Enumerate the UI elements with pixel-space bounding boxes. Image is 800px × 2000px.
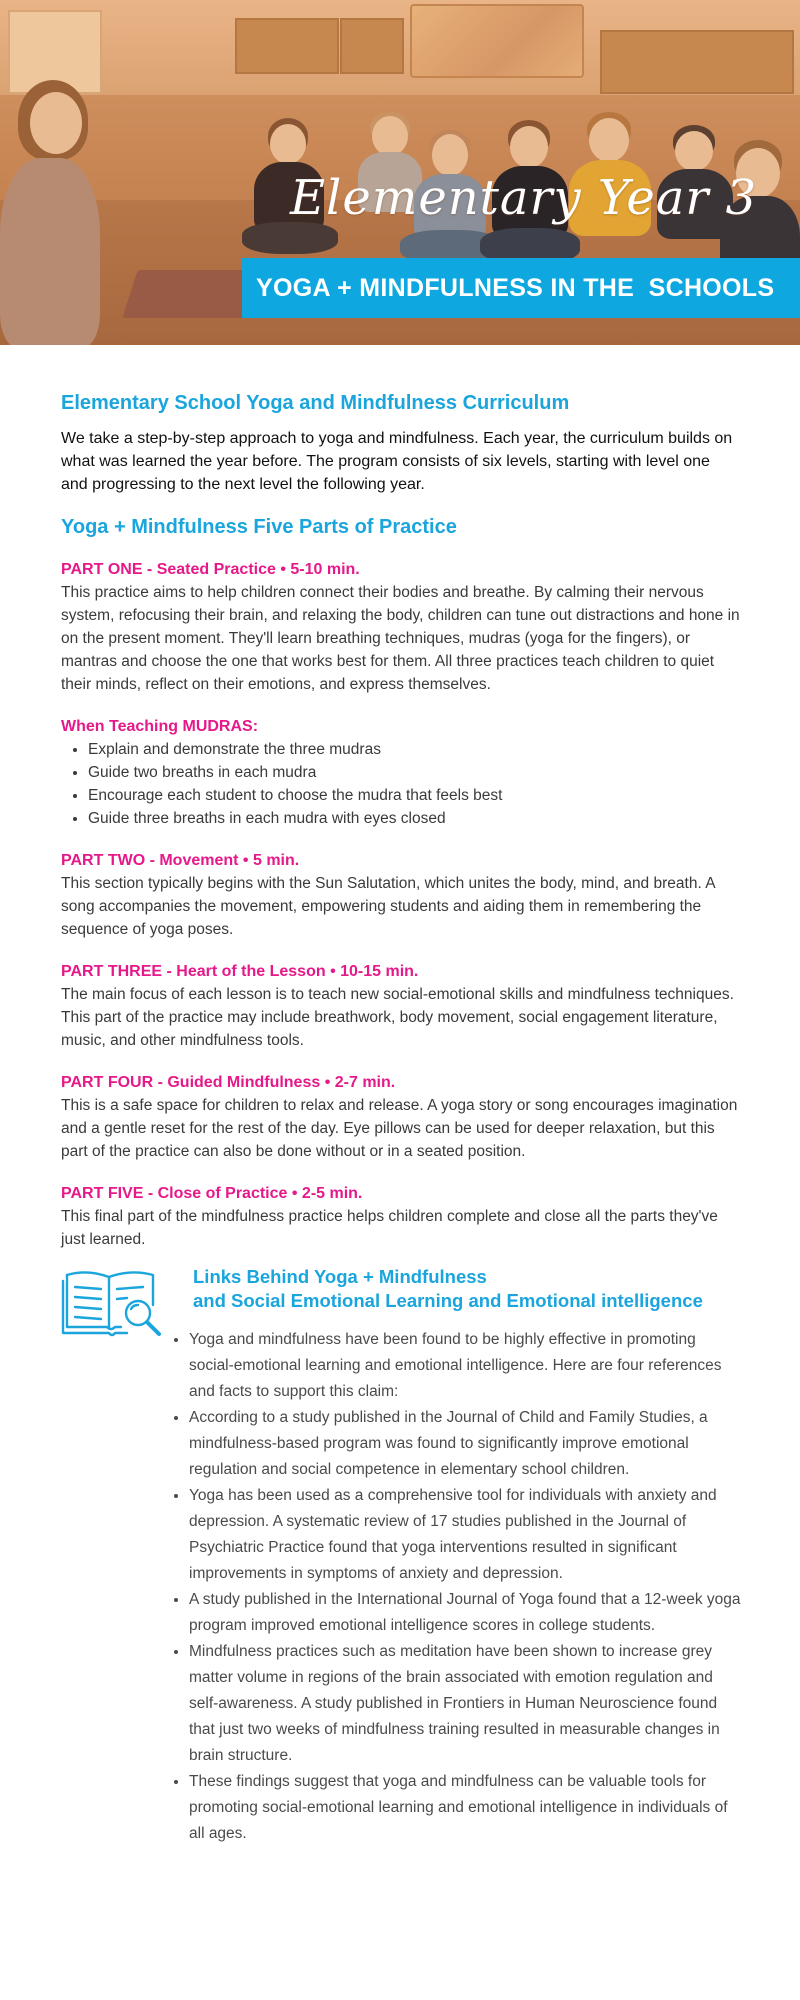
child-figure <box>0 80 110 345</box>
part-body: This practice aims to help children connect their bodies and breathe. By calming their nervous system, refocusing their brain, and relaxing the body, children can tune out distractions and hone in on the present moment. They'll learn breathing techniques, mudras (yoga for the fingers), or mantras and choose the one that works best for them. All three practices teach children to quiet their minds, reflect on their emotions, and express themselves. <box>61 584 740 693</box>
part-title: PART TWO - Movement • 5 min. <box>61 852 300 869</box>
list-item: • A study published in the International Journal of Yoga found that a 12-week yoga program improved emotional intelligence scores in college students. <box>189 1587 741 1639</box>
mudras-title: When Teaching MUDRAS: <box>61 718 259 735</box>
cabinet <box>235 18 339 74</box>
list-item: • Yoga has been used as a comprehensive tool for individuals with anxiety and depression. A systematic review of 17 studies published in the Journal of Psychiatric Practice found that yoga interventions resulted in significant improvements in symptoms of anxiety and depression. <box>189 1483 741 1587</box>
shelf <box>600 30 794 94</box>
links-heading-line: Links Behind Yoga + Mindfulness <box>193 1266 487 1287</box>
intro-paragraph: We take a step-by-step approach to yoga and mindfulness. Each year, the curriculum builds on what was learned the year before. The program consists of six levels, starting with level one and progressing to the next level the following year. <box>61 430 733 493</box>
hero-script-title: Elementary Year 3 <box>290 170 758 226</box>
part-body: The main focus of each lesson is to teach new social-emotional skills and mindfulness techniques. This part of the practice may include breathwork, body movement, social engagement literature, music, and other mindfulness tools. <box>61 986 734 1049</box>
mudras-section <box>61 718 741 830</box>
part-four <box>61 1074 741 1163</box>
cabinet <box>340 18 404 74</box>
part-two <box>61 852 741 941</box>
main-content <box>61 392 741 1847</box>
list-item: • Guide two breaths in each mudra <box>88 761 741 784</box>
list-item: • Explain and demonstrate the three mudras <box>88 738 741 761</box>
part-title: PART ONE - Seated Practice • 5-10 min. <box>61 561 360 578</box>
wall-map <box>410 4 584 78</box>
part-five <box>61 1185 741 1251</box>
list-item: • Yoga and mindfulness have been found to be highly effective in promoting social-emotional learning and emotional intelligence. Here are four references and facts to support this claim: <box>189 1327 741 1405</box>
hero-banner-text: YOGA + MINDFULNESS IN THE SCHOOLS <box>256 273 775 302</box>
part-three <box>61 963 741 1052</box>
list-item: • Mindfulness practices such as meditation have been shown to increase grey matter volume in regions of the brain associated with emotion regulation and self-awareness. A study published in Frontiers in Human Neuroscience found that just two weeks of mindfulness training resulted in measurable changes in brain structure. <box>189 1639 741 1769</box>
part-body: This is a safe space for children to relax and release. A yoga story or song encourages imagination and a gentle reset for the rest of the day. Eye pillows can be used for deeper relaxation, but this part of the practice can also be done without or in a seated position. <box>61 1097 738 1160</box>
book-search-icon <box>61 1265 163 1339</box>
part-one <box>61 561 741 696</box>
hero-image <box>0 0 800 345</box>
part-title: PART THREE - Heart of the Lesson • 10-15 min. <box>61 963 419 980</box>
part-title: PART FIVE - Close of Practice • 2-5 min. <box>61 1185 363 1202</box>
list-item: • Encourage each student to choose the mudra that feels best <box>88 784 741 807</box>
curriculum-heading: Elementary School Yoga and Mindfulness Curriculum <box>61 392 570 414</box>
part-body: This final part of the mindfulness practice helps children complete and close all the parts they've just learned. <box>61 1208 718 1248</box>
links-list <box>61 1327 741 1847</box>
part-title: PART FOUR - Guided Mindfulness • 2-7 min. <box>61 1074 396 1091</box>
links-section <box>61 1265 741 1847</box>
links-heading <box>193 1265 741 1313</box>
links-heading-line: and Social Emotional Learning and Emotional intelligence <box>193 1290 703 1311</box>
part-body: This section typically begins with the Sun Salutation, which unites the body, mind, and breath. A song accompanies the movement, empowering students and aiding them in remembering the sequence of yoga poses. <box>61 875 715 938</box>
list-item: • Guide three breaths in each mudra with eyes closed <box>88 807 741 830</box>
list-item: • These findings suggest that yoga and mindfulness can be valuable tools for promoting social-emotional learning and emotional intelligence in individuals of all ages. <box>189 1769 741 1847</box>
practice-heading: Yoga + Mindfulness Five Parts of Practice <box>61 516 457 538</box>
hero-banner <box>242 258 800 318</box>
list-item: • According to a study published in the Journal of Child and Family Studies, a mindfulness-based program was found to significantly improve emotional regulation and social competence in elementary school children. <box>189 1405 741 1483</box>
mudras-list <box>61 738 741 830</box>
